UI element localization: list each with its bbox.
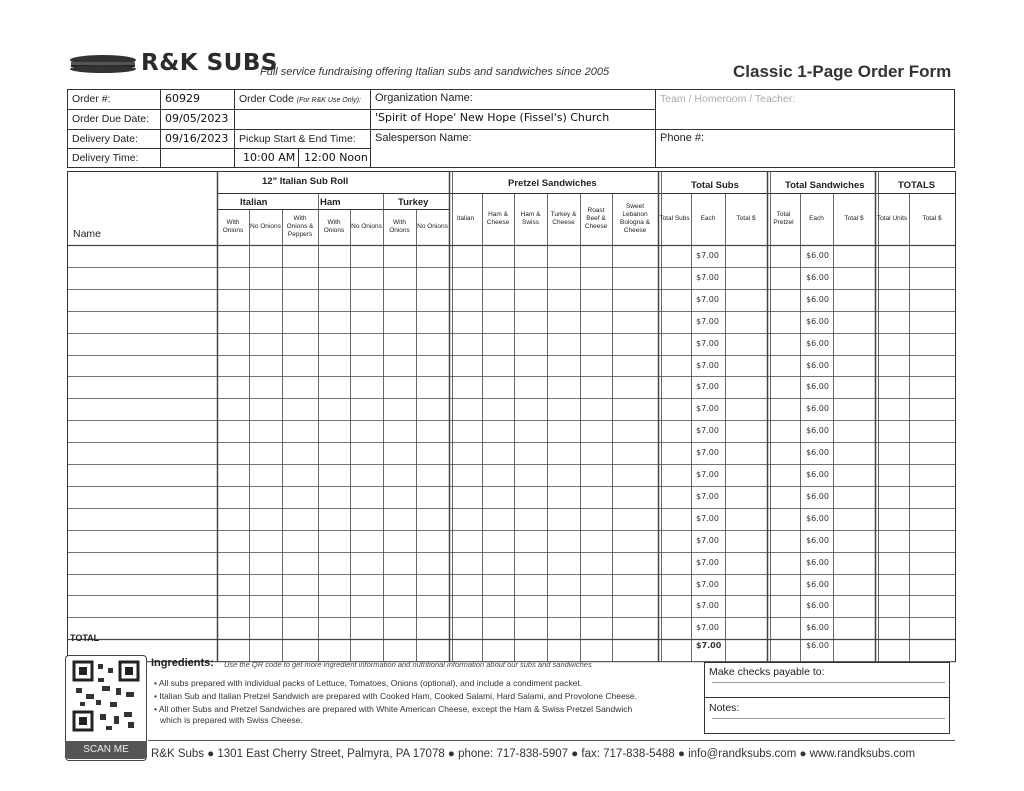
sandwich-each-price: $6.00 [806,535,829,545]
sandwich-each-price: $6.00 [806,579,829,589]
footer-contact: R&K Subs ● 1301 East Cherry Street, Palmyra, PA 17078 ● phone: 717-838-5907 ● fax: 717-838-5488 ● info@randksubs.com ● www.randksubs.com [151,748,916,760]
order-due-date-label: Order Due Date: [72,113,150,125]
delivery-time-label: Delivery Time: [72,152,139,164]
total-subs-header: Total Subs [691,180,739,191]
delivery-date-label: Delivery Date: [72,133,138,145]
sub-each-price: $7.00 [696,426,719,436]
column-header: No Onions [250,223,281,230]
column-header: No Onions [417,223,448,230]
notes-field[interactable] [712,714,944,730]
phone-label: Phone #: [660,132,705,144]
total-sub-price: $7.00 [696,641,722,650]
team-homeroom-label: Team / Homeroom / Teacher: [660,93,796,105]
scan-me-label: SCAN ME [65,741,147,759]
column-header: With Onions [389,219,410,234]
sandwich-each-price: $6.00 [806,360,829,370]
column-header: Each [700,215,716,222]
sub-each-price: $7.00 [696,404,719,414]
sandwich-each-price: $6.00 [806,338,829,348]
total-sandwich-price: $6.00 [806,641,829,650]
ingredients-title: Ingredients: [151,657,214,669]
organization-name-field[interactable]: 'Spirit of Hope' New Hope (Fissel's) Church [375,111,610,124]
sandwich-each-price: $6.00 [806,448,829,458]
pickup-start-field[interactable]: 10:00 AM [243,151,296,164]
sub-each-price: $7.00 [696,535,719,545]
column-header: With Onions [323,219,345,234]
italian-sub-roll-header: 12" Italian Sub Roll [262,176,349,187]
column-header: With Onions & Peppers [286,215,314,238]
form-title: Classic 1-Page Order Form [733,62,952,81]
column-header: No Onions [351,223,382,230]
order-code-label: Order Code (For R&K Use Only): [239,93,361,105]
ingredient-bullet: • Italian Sub and Italian Pretzel Sandwich are prepared with Cooked Ham, Cooked Salami, Hard Salami, and Provolone Cheese. [154,691,638,701]
total-sandwiches-header: Total Sandwiches [785,180,865,191]
sandwich-each-price: $6.00 [806,294,829,304]
column-header: Italian [456,215,475,222]
order-number-field[interactable]: 60929 [165,92,200,105]
order-number-label: Order #: [72,93,111,105]
sub-each-price: $7.00 [696,338,719,348]
column-header: Total $ [844,215,864,222]
sandwich-each-price: $6.00 [806,251,829,260]
sub-each-price: $7.00 [696,448,719,458]
sub-each-price: $7.00 [696,491,719,501]
sandwich-each-price: $6.00 [806,382,829,392]
sandwich-each-price: $6.00 [806,623,829,633]
pickup-end-field[interactable]: 12:00 Noon [304,151,368,164]
column-header: Total Pretzel [773,211,794,226]
sub-each-price: $7.00 [696,272,719,282]
sub-each-price: $7.00 [696,557,719,567]
ingredient-bullet: • All other Subs and Pretzel Sandwiches are prepared with White American Cheese, except the Ham & Swiss Pretzel Sandwich [154,704,633,714]
tagline: Full service fundraising offering Italian subs and sandwiches since 2005 [260,66,610,78]
order-due-date-field[interactable]: 09/05/2023 [165,112,229,125]
totals-header: TOTALS [898,180,936,191]
italian-subheader: Italian [240,197,268,208]
column-header: With Onions [222,219,244,234]
turkey-subheader: Turkey [398,197,429,208]
notes-label: Notes: [709,702,740,714]
sandwich-each-price: $6.00 [806,272,829,282]
pickup-time-label: Pickup Start & End Time: [239,133,356,145]
sandwich-each-price: $6.00 [806,404,829,414]
sub-each-price: $7.00 [696,382,719,392]
column-header: Turkey & Cheese [550,211,577,226]
sub-each-price: $7.00 [696,470,719,479]
column-header: Ham & Cheese [486,211,510,226]
sub-each-price: $7.00 [696,316,719,326]
ingredient-bullet: which is prepared with Swiss Cheese. [160,715,303,725]
column-header: Total Subs [659,215,690,222]
sub-each-price: $7.00 [696,294,719,304]
column-header: Ham & Swiss [520,211,541,226]
total-row-label: TOTAL [70,633,100,643]
sandwich-each-price: $6.00 [806,491,829,501]
column-header: Roast Beef & Cheese [584,207,608,230]
salesperson-name-label: Salesperson Name: [375,132,472,144]
sandwich-each-price: $6.00 [806,470,829,479]
column-header: Total $ [922,215,942,222]
checks-payable-field[interactable] [712,684,944,696]
column-header: Sweet Lebanon Bologna & Cheese [620,203,650,234]
organization-name-label: Organization Name: [375,92,473,104]
brand-name: R&K SUBS [141,50,278,76]
sandwich-each-price: $6.00 [806,513,829,523]
ingredients-subtitle: Use the QR code to get more ingredient information and nutritional information about our subs and sandwiches [224,660,592,669]
delivery-date-field[interactable]: 09/16/2023 [165,132,229,145]
sandwich-each-price: $6.00 [806,426,829,436]
sub-each-price: $7.00 [696,251,719,260]
column-header: Total $ [736,215,756,222]
sub-each-price: $7.00 [696,513,719,523]
pretzel-sandwiches-header: Pretzel Sandwiches [508,178,597,189]
sandwich-each-price: $6.00 [806,557,829,567]
column-header: Each [809,215,824,222]
ham-subheader: Ham [320,197,341,208]
ingredient-bullet: • All subs prepared with individual packs of Lettuce, Tomatoes, Onions (optional), and include a condiment packet. [154,678,583,688]
sandwich-each-price: $6.00 [806,316,829,326]
sandwich-each-price: $6.00 [806,601,829,611]
name-column-header: Name [73,228,102,240]
sub-each-price: $7.00 [696,601,719,611]
sub-each-price: $7.00 [696,623,719,633]
column-header: Total Units [876,215,908,222]
sub-each-price: $7.00 [696,579,719,589]
sub-each-price: $7.00 [696,360,719,370]
checks-payable-label: Make checks payable to: [709,666,825,678]
